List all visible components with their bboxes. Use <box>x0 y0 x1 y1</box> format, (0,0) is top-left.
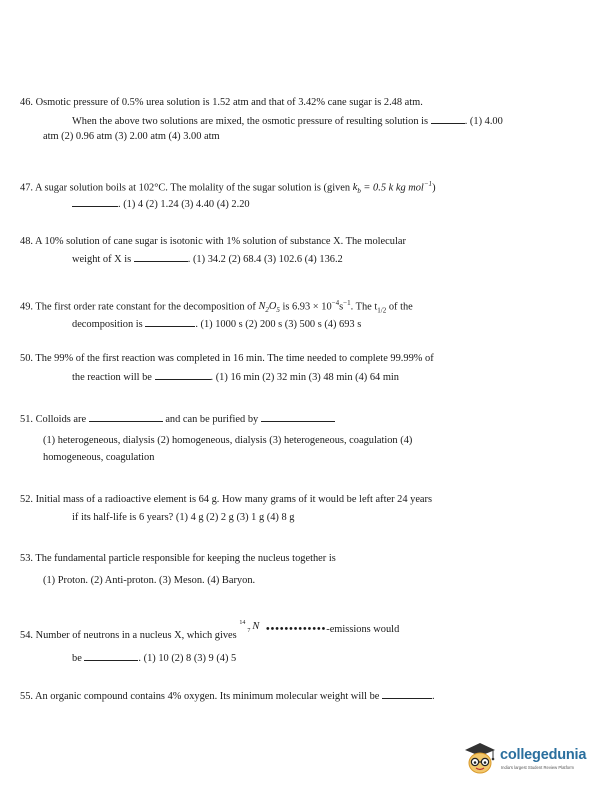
collegedunia-logo <box>461 740 601 780</box>
q47-text-a: 47. A sugar solution boils at 102°C. The molality of the sugar solution is (given <box>20 182 353 194</box>
q49-line2-text: decomposition is <box>72 319 143 330</box>
q51-line3: homogeneous, coagulation <box>43 452 155 463</box>
q53-line1: 53. The fundamental particle responsible for keeping the nucleus together is <box>20 553 336 564</box>
graduate-mascot-icon <box>461 740 499 776</box>
q48-line1: 48. A 10% solution of cane sugar is isotonic with 1% solution of substance X. The molecular <box>20 236 406 247</box>
logo-wordmark: collegedunia <box>500 747 587 763</box>
q46-line3: atm (2) 0.96 atm (3) 2.00 atm (4) 3.00 atm <box>43 131 220 142</box>
q48-line2 <box>72 252 343 266</box>
q51-blank-1[interactable] <box>89 412 163 422</box>
q46-line1: 46. Osmotic pressure of 0.5% urea solution is 1.52 atm and that of 3.42% cane sugar is 2.48 atm. <box>20 97 423 108</box>
q49-t-sub: 1/2 <box>377 306 387 315</box>
q49-text-d: . The t <box>350 301 378 313</box>
q49-line1 <box>20 299 413 315</box>
q49-options: . (1) 1000 s (2) 200 s (3) 500 s (4) 693 s <box>195 319 362 330</box>
q49-exp1: −4 <box>331 299 340 307</box>
q50-options: . (1) 16 min (2) 32 min (3) 48 min (4) 64 min <box>210 372 399 383</box>
q52-line1: 52. Initial mass of a radioactive element is 64 g. How many grams of it would be left after 24 years <box>20 494 433 505</box>
q49-answer-blank[interactable] <box>145 317 195 327</box>
q54-line1 <box>20 620 400 642</box>
q51-line2: (1) heterogeneous, dialysis (2) homogeneous, dialysis (3) heterogeneous, coagulation (4) <box>43 435 413 446</box>
q48-options: . (1) 34.2 (2) 68.4 (3) 102.6 (4) 136.2 <box>187 254 343 265</box>
q53-line2: (1) Proton. (2) Anti-proton. (3) Meson. (4) Baryon. <box>43 575 256 586</box>
logo-tagline: India's largest Student Review Platform <box>501 765 574 770</box>
q54-text: 54. Number of neutrons in a nucleus X, which gives <box>20 630 237 641</box>
q54-dots: ••••••••••••• <box>265 624 327 635</box>
q48-answer-blank[interactable] <box>134 252 188 262</box>
q49-exp2: −1 <box>343 299 351 307</box>
q49-text-c: s <box>339 301 344 313</box>
q50-line2-text: the reaction will be <box>72 372 152 383</box>
q51-line1 <box>20 412 335 426</box>
q49-text-e: of the <box>386 301 413 313</box>
q47-kb: $k_b$ <box>352 182 361 196</box>
q47-line1 <box>20 180 436 196</box>
q46-line2 <box>72 114 503 128</box>
q49-formula: $N_2O_5$ <box>258 301 280 315</box>
q46-line2-text: When the above two solutions are mixed, the osmotic pressure of resulting solution is <box>72 116 429 127</box>
q55-text: 55. An organic compound contains 4% oxygen. Its minimum molecular weight will be <box>20 691 380 702</box>
q46-options-start: . (1) 4.00 <box>464 116 503 127</box>
q47-text-b: = 0.5 k kg mol <box>360 182 424 194</box>
q49-line2 <box>72 317 361 331</box>
q54-emissions: -emissions would <box>326 624 400 635</box>
q49-text-b: is 6.93 × 10 <box>279 301 332 313</box>
q50-line1: 50. The 99% of the first reaction was completed in 16 min. The time needed to complete 99.99% of <box>20 353 434 364</box>
q51-text-b: and can be purified by <box>165 414 259 425</box>
q51-text-a: 51. Colloids are <box>20 414 87 425</box>
q49-text-a: 49. The first order rate constant for the decomposition of <box>20 301 259 313</box>
q48-line2-text: weight of X is <box>72 254 132 265</box>
q54-answer-blank[interactable] <box>84 651 138 661</box>
q50-line2 <box>72 370 399 384</box>
q47-line2 <box>72 197 250 211</box>
q50-answer-blank[interactable] <box>155 370 211 380</box>
q47-mol-exp: −1 <box>423 180 433 188</box>
q47-options: . (1) 4 (2) 1.24 (3) 4.40 (4) 2.20 <box>118 199 250 210</box>
q54-line2 <box>72 651 236 665</box>
q46-answer-blank[interactable] <box>431 114 465 124</box>
q54-options: . (1) 10 (2) 8 (3) 9 (4) 5 <box>138 653 237 664</box>
q52-line2: if its half-life is 6 years? (1) 4 g (2) 2 g (3) 1 g (4) 8 g <box>72 512 295 523</box>
q47-text-c: ) <box>432 182 436 194</box>
q55-answer-blank[interactable] <box>382 689 432 699</box>
q51-blank-2[interactable] <box>261 412 335 422</box>
q54-nuclide: 14 7 N <box>239 620 260 634</box>
q55-line1: 55. An organic compound contains 4% oxygen. Its minimum molecular weight will be . <box>20 691 435 702</box>
q54-line2-text: be <box>72 653 82 664</box>
q47-answer-blank[interactable] <box>72 197 118 207</box>
